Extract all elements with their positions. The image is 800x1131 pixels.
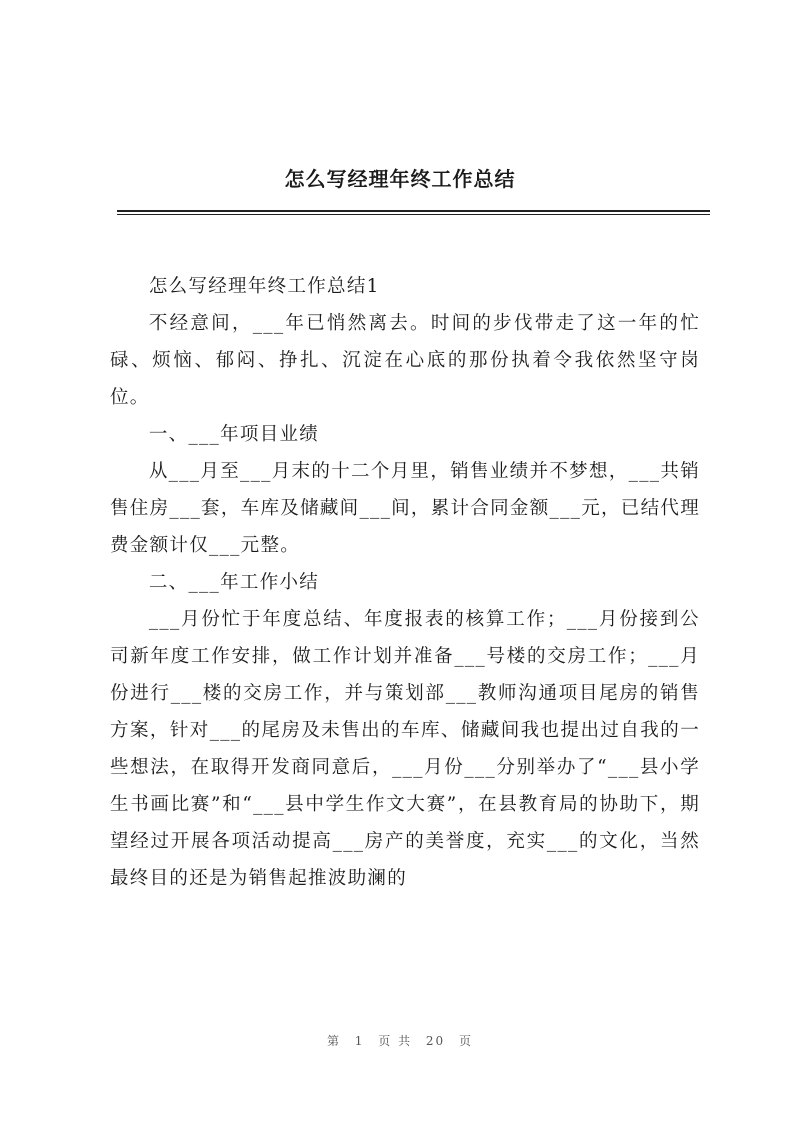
footer-total-pages: 20: [425, 1034, 446, 1048]
paragraph: ___月份忙于年度总结、年度报表的核算工作；___月份接到公司新年度工作安排，做工作计划并准备___号楼的交房工作；___月份进行___楼的交房工作，并与策划部___教师沟通项目尾房的销售方案，针对___的尾房及未售出的车库、储藏间我也提出过自我的一些想法，在取得开发商同意后，___月份___分别举办了“___县小学生书画比赛”和“___县中学生作文大赛”，在县教育局的协助下，期望经过开展各项活动提高___房产的美誉度，充实___的文化，当然最终目的还是为销售起推波助澜的: [110, 609, 700, 889]
section-heading: 二、___年工作小结: [148, 572, 320, 593]
document-body: [110, 268, 700, 897]
title-divider: [117, 210, 710, 212]
page-footer: [0, 1032, 800, 1049]
footer-label-pages: 页: [459, 1034, 474, 1048]
footer-label-of: 页 共: [378, 1034, 413, 1048]
section-heading: 怎么写经理年终工作总结1: [148, 276, 380, 297]
paragraph: 不经意间，___年已悄然离去。时间的步伐带走了这一年的忙碌、烦恼、郁闷、挣扎、沉淀在心底的那份执着令我依然坚守岗位。: [110, 313, 700, 408]
paragraph: 从___月至___月末的十二个月里，销售业绩并不梦想，___共销售住房___套，车库及储藏间___间，累计合同金额___元，已结代理费金额计仅___元整。: [110, 461, 700, 556]
document-title: 怎么写经理年终工作总结: [284, 167, 516, 191]
footer-label-page: 第: [326, 1034, 341, 1048]
section-heading: 一、___年项目业绩: [148, 424, 320, 445]
footer-current-page: 1: [354, 1034, 365, 1048]
